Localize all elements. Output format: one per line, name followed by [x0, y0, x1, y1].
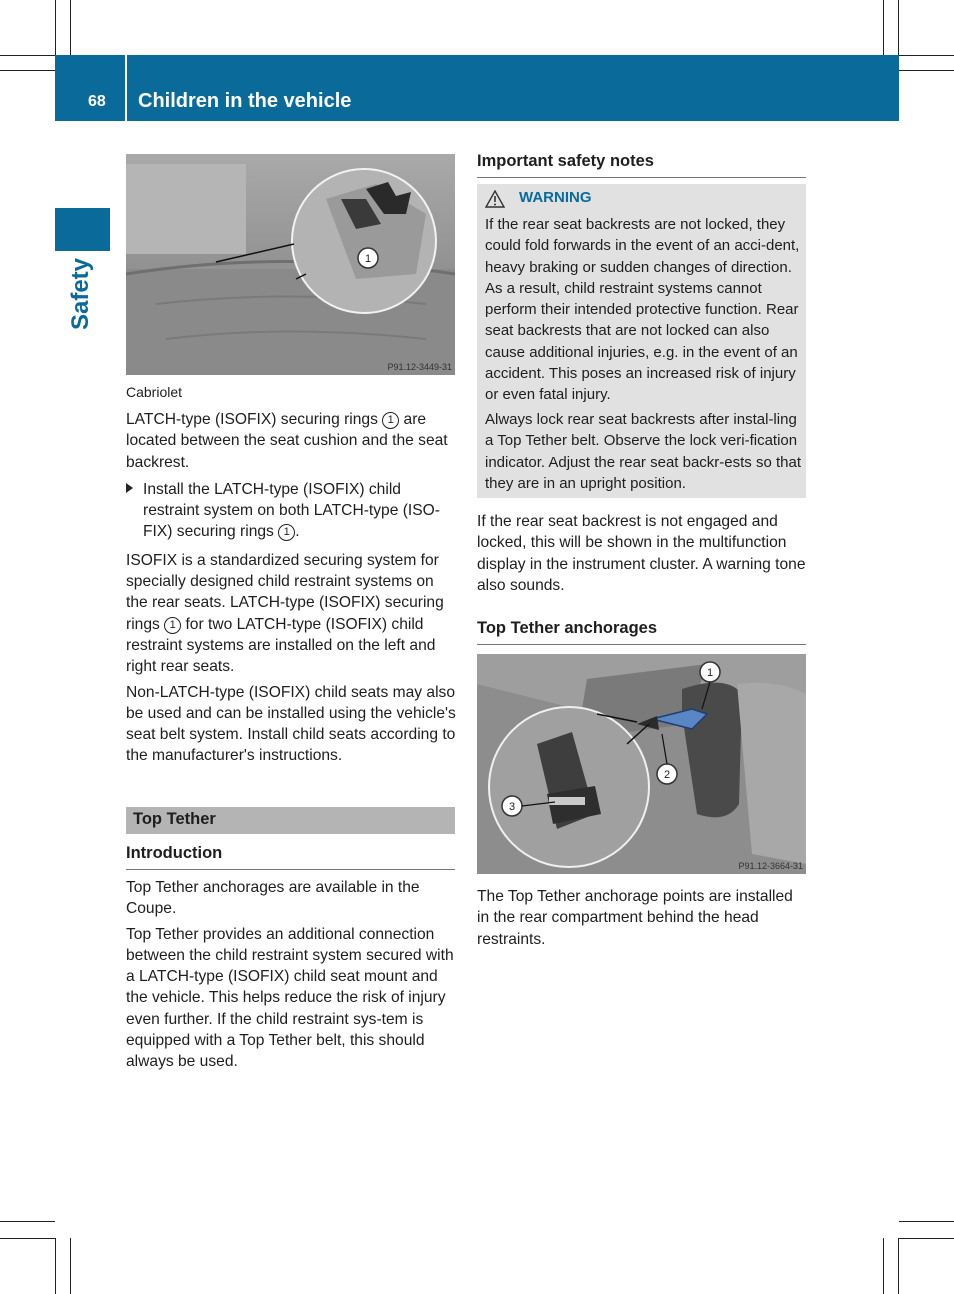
crop-mark [883, 1238, 884, 1294]
left-column-text [126, 409, 456, 767]
marker-2: 2 [663, 769, 671, 781]
paragraph-non-latch: Non-LATCH-type (ISOFIX) child seats may also be used and can be installed using the vehicle's seat belt system. Install child seats according to the manufacturer's instructions. [126, 683, 456, 765]
crop-mark [0, 1221, 55, 1222]
crop-mark [0, 55, 55, 56]
marker-1-ref: 1 [382, 412, 399, 429]
intro-heading: Introduction [126, 844, 223, 862]
paragraph-isofix-standard: ISOFIX is a standardized securing system for specially designed child restraint systems on the rear seats. LATCH-type (ISOFIX) securing rings 1 for two LATCH-type (ISOFIX) child restraint systems are installed on the left and right rear seats. [126, 551, 444, 676]
crop-mark [55, 0, 56, 55]
intro-text [126, 877, 456, 1073]
crop-mark [883, 0, 884, 55]
page-number: 68 [88, 93, 106, 110]
crop-mark [0, 1238, 55, 1239]
warning-triangle-icon [485, 190, 505, 208]
safety-notes-heading: Important safety notes [477, 152, 654, 170]
warning-box [477, 184, 806, 498]
crop-mark [899, 70, 954, 71]
marker-1-ref: 1 [164, 617, 181, 634]
heading-rule [126, 869, 455, 870]
marker-1-ref: 1 [278, 524, 295, 541]
anchorages-heading: Top Tether anchorages [477, 619, 658, 637]
warning-text-2: Always lock rear seat backrests after instal-ling a Top Tether belt. Observe the lock veri-fication indicator. Adjust the rear seat backr-ests so that they are in an upright position. [485, 411, 801, 492]
section-title: Top Tether [133, 810, 216, 828]
heading-rule [477, 177, 806, 178]
heading-rule [477, 644, 806, 645]
top-tether-illustration [477, 654, 806, 874]
intro-paragraph-1: Top Tether anchorages are available in the Coupe. [126, 879, 420, 918]
arrow-bullet-icon [126, 483, 133, 493]
isofix-rings-illustration [126, 154, 455, 375]
backrest-paragraph: If the rear seat backrest is not engaged and locked, this will be shown in the multifunction display in the instrument cluster. A warning tone also sounds. [477, 513, 806, 594]
intro-paragraph-2: Top Tether provides an additional connection between the child restraint system secured with a LATCH-type (ISOFIX) child seat mount and the vehicle. This helps reduce the risk of injury even further. If the child restraint sys-tem is equipped with a Top Tether belt, this should always be used. [126, 925, 454, 1071]
marker-3: 3 [508, 801, 516, 813]
image-reference-code: P91.12-3664-31 [738, 861, 803, 871]
crop-mark [70, 1238, 71, 1294]
figure-caption: Cabriolet [126, 384, 183, 400]
header-divider [125, 55, 127, 121]
warning-text-1: If the rear seat backrests are not locked, they could fold forwards in the event of an acci-dent, heavy braking or sudden changes of direction. As a result, child restraint systems cannot perform their intended protective function. Rear seat backrests that are not locked can also cause additional injuries, e.g. in the event of an accident. This poses an increased risk of injury or even fatal injury. [485, 216, 800, 404]
section-title-bar [126, 807, 455, 834]
crop-mark [898, 0, 899, 55]
crop-mark [70, 0, 71, 55]
crop-mark [898, 1238, 899, 1294]
side-tab-label: Safety [67, 257, 95, 331]
crop-mark [0, 70, 55, 71]
crop-mark [899, 1238, 954, 1239]
paragraph-isofix-location: LATCH-type (ISOFIX) securing rings 1 are located between the seat cushion and the seat backrest. [126, 411, 448, 471]
side-tab-marker [55, 208, 110, 251]
page-header [55, 55, 899, 121]
crop-mark [899, 1221, 954, 1222]
chapter-title: Children in the vehicle [138, 90, 352, 112]
crop-mark [55, 1238, 56, 1294]
marker-1: 1 [364, 253, 372, 265]
crop-mark [899, 55, 954, 56]
instruction-step: Install the LATCH-type (ISOFIX) child restraint system on both LATCH-type (ISO-FIX) securing rings 1 . [126, 479, 456, 543]
marker-1: 1 [706, 667, 714, 679]
warning-title: WARNING [519, 189, 592, 206]
anchorage-paragraph: The Top Tether anchorage points are installed in the rear compartment behind the head restraints. [477, 888, 793, 948]
image-reference-code: P91.12-3449-31 [387, 362, 452, 372]
